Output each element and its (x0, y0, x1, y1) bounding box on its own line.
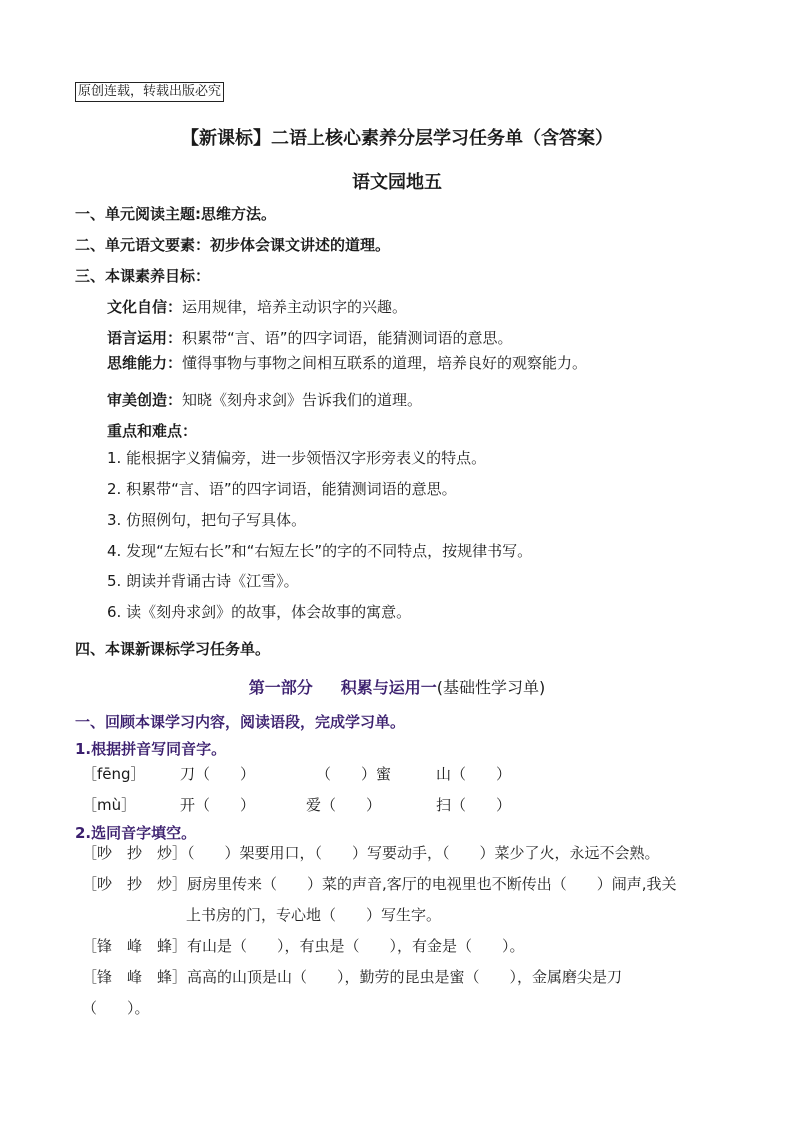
key-point-item: 4. 发现“左短右长”和“右短左长”的字的不同特点，按规律书写。 (107, 542, 533, 560)
key-point-item: 2. 积累带“言、语”的四字词语，能猜测词语的意思。 (107, 480, 457, 498)
section-language-element: 二、单元语文要素：初步体会课文讲述的道理。 (75, 236, 391, 254)
fill-sentence[interactable]: ［锋 峰 蜂］高高的山顶是山（ ），勤劳的昆虫是蜜（ ），金属磨尖是刀 (82, 968, 623, 986)
key-point-item: 5. 朗读并背诵古诗《江雪》。 (107, 572, 299, 590)
goal-text: 懂得事物与事物之间相互联系的道理，培养良好的观察能力。 (182, 354, 588, 372)
question-2-title: 2.选同音字填空。 (75, 824, 197, 842)
part-number: 第一部分 (248, 678, 313, 697)
key-point-item: 1. 能根据字义猜偏旁，进一步领悟汉字形旁表义的特点。 (107, 449, 487, 467)
subsection-heading: 一、回顾本课学习内容，阅读语段，完成学习单。 (75, 713, 406, 731)
fill-blank[interactable]: 刀（ ） (180, 765, 256, 783)
section-task-list: 四、本课新课标学习任务单。 (75, 640, 271, 658)
question-1-title: 1.根据拼音写同音字。 (75, 740, 227, 758)
pinyin-label: ［mù］ (82, 796, 137, 814)
goal-label: 文化自信： (107, 298, 183, 316)
goal-text: 知晓《刻舟求剑》告诉我们的道理。 (182, 391, 423, 409)
fill-sentence-continued[interactable]: 上书房的门，专心地（ ）写生字。 (186, 906, 442, 924)
fill-blank[interactable]: 扫（ ） (436, 796, 512, 814)
fill-sentence[interactable]: ［锋 峰 蜂］有山是（ ），有虫是（ ），有金是（ ）。 (82, 937, 525, 955)
fill-blank[interactable]: 开（ ） (180, 796, 256, 814)
document-title: 【新课标】二语上核心素养分层学习任务单（含答案） (181, 128, 613, 149)
goal-text: 积累带“言、语”的四字词语，能猜测词语的意思。 (182, 329, 513, 347)
goal-label: 思维能力： (107, 354, 183, 372)
fill-blank[interactable]: 山（ ） (436, 765, 512, 783)
lesson-title: 语文园地五 (352, 172, 442, 193)
section-reading-theme: 一、单元阅读主题:思维方法。 (75, 205, 276, 223)
goal-item (107, 389, 422, 410)
goal-label: 语言运用： (107, 329, 183, 347)
goal-item (107, 296, 407, 317)
goal-item (107, 327, 513, 348)
goal-text: 运用规律，培养主动识字的兴趣。 (182, 298, 408, 316)
key-point-item: 6. 读《刻舟求剑》的故事，体会故事的寓意。 (107, 603, 412, 621)
fill-sentence[interactable]: ［吵 抄 炒］厨房里传来（ ）菜的声音,客厅的电视里也不断传出（ ）闹声,我关 (82, 875, 677, 893)
goal-label: 审美创造： (107, 391, 183, 409)
fill-blank[interactable]: （ ）蜜 (316, 765, 392, 783)
part-name: 积累与运用一 (340, 678, 437, 697)
fill-sentence-continued[interactable]: （ ）。 (82, 999, 150, 1017)
fill-blank[interactable]: 爱（ ） (306, 796, 382, 814)
copyright-stamp: 原创连载，转载出版必究 (75, 82, 224, 102)
part-heading (0, 675, 794, 698)
fill-sentence[interactable]: ［吵 抄 炒］（ ）架要用口，（ ）写要动手，（ ）菜少了火，永远不会熟。 (82, 844, 660, 862)
section-goals: 三、本课素养目标： (75, 267, 211, 285)
key-point-item: 3. 仿照例句，把句子写具体。 (107, 511, 307, 529)
goal-item (107, 352, 587, 373)
key-points-label: 重点和难点： (107, 422, 198, 440)
part-type: (基础性学习单) (436, 678, 546, 697)
pinyin-label: ［fēng］ (82, 765, 146, 783)
